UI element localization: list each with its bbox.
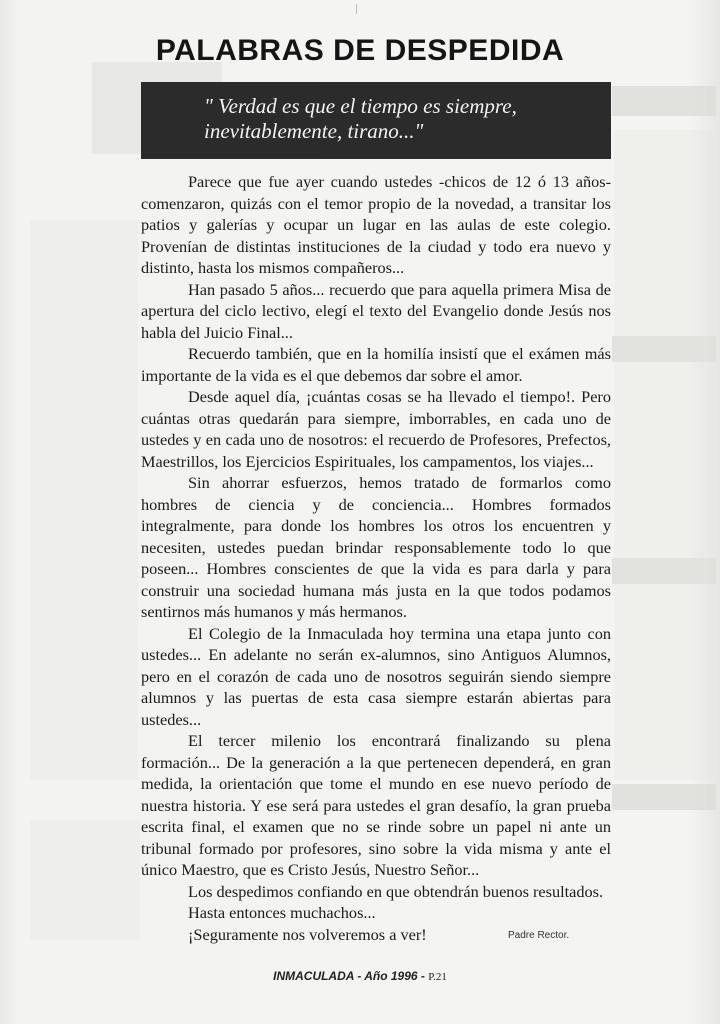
paragraph: Sin ahorrar esfuerzos, hemos tratado de formarlos como hombres de ciencia y de conciencia... Hombres formados integralmente, para donde los hombres los otros los encuentren y necesiten, ustedes puedan brindar responsablemente todo lo que poseen... Hombres conscientes de que la vida es para darla y para construir una sociedad humana más justa en la que todos podamos sentirnos más humanos y más hermanos. bbox=[141, 473, 611, 621]
quote-text bbox=[204, 94, 604, 144]
paragraph: Recuerdo también, que en la homilía insistí que el exámen más importante de la vida es el que debemos dar sobre el amor. bbox=[141, 344, 611, 385]
paragraph: Hasta entonces muchachos... bbox=[188, 903, 376, 922]
page-title: PALABRAS DE DESPEDIDA bbox=[155, 34, 565, 67]
article-body bbox=[141, 171, 611, 945]
bleed-through-footer bbox=[30, 820, 140, 940]
paragraph: El Colegio de la Inmaculada hoy termina una etapa junto con ustedes... En adelante no serán ex-alumnos, sino Antiguos Alumnos, pero en el corazón de cada uno de nosotros seguirán siendo siempre alumnos y las puertas de esta casa siempre estarán abiertas para ustedes... bbox=[141, 623, 611, 729]
paragraph: Los despedimos confiando en que obtendrán buenos resultados. bbox=[188, 881, 604, 901]
paragraph: Desde aquel día, ¡cuántas cosas se ha llevado el tiempo!. Pero cuántas otras quedarán para siempre, imborrables, en cada uno de ustedes y en cada uno de nosotros: el recuerdo de Profesores, Prefectos, Maestrillos, los Ejercicios Espirituales, los campamentos, los viajes... bbox=[141, 387, 611, 471]
paragraph: Parece que fue ayer cuando ustedes -chicos de 12 ó 13 años- comenzaron, quizás con el temor propio de la novedad, a transitar los patios y galerías y ocupar un lugar en las aulas de este colegio. Provenían de distintas instituciones de la ciudad y todo era nuevo y distinto, hasta los mismos compañeros... bbox=[141, 172, 611, 277]
quote-banner bbox=[141, 82, 611, 159]
bleed-through-bar-4 bbox=[612, 784, 716, 810]
signature: Padre Rector. bbox=[508, 930, 570, 941]
bleed-through-column-left bbox=[30, 220, 138, 780]
quote-line-2: inevitablemente, tirano..." bbox=[204, 119, 424, 143]
paragraph: Han pasado 5 años... recuerdo que para aquella primera Misa de apertura del ciclo lectivo, elegí el texto del Evangelio donde Jesús nos habla del Juicio Final... bbox=[141, 279, 611, 342]
page-footer bbox=[0, 969, 720, 983]
bleed-through-column-right bbox=[614, 130, 714, 780]
quote-line-1: " Verdad es que el tiempo es siempre, bbox=[204, 94, 517, 118]
paragraph: El tercer milenio los encontrará finalizando su plena formación... De la generación a la que pertenecen dependerá, en gran medida, la orientación que tome el mundo en ese nuevo período de nuestra historia. Y ese será para ustedes el gran desafío, la gran prueba escrita final, el examen que no se rinde sobre un papel ni ante un tribunal formado por profesores, sino sobre la vida misma y ante el único Maestro, que es Cristo Jesús, Nuestro Señor... bbox=[141, 731, 611, 879]
bleed-through-bar-1 bbox=[612, 86, 716, 116]
publication-label: INMACULADA - Año 1996 - bbox=[273, 969, 425, 983]
paragraph: ¡Seguramente nos volveremos a ver! bbox=[188, 924, 427, 944]
page-number: P.21 bbox=[428, 971, 447, 983]
scan-mark bbox=[356, 4, 357, 14]
